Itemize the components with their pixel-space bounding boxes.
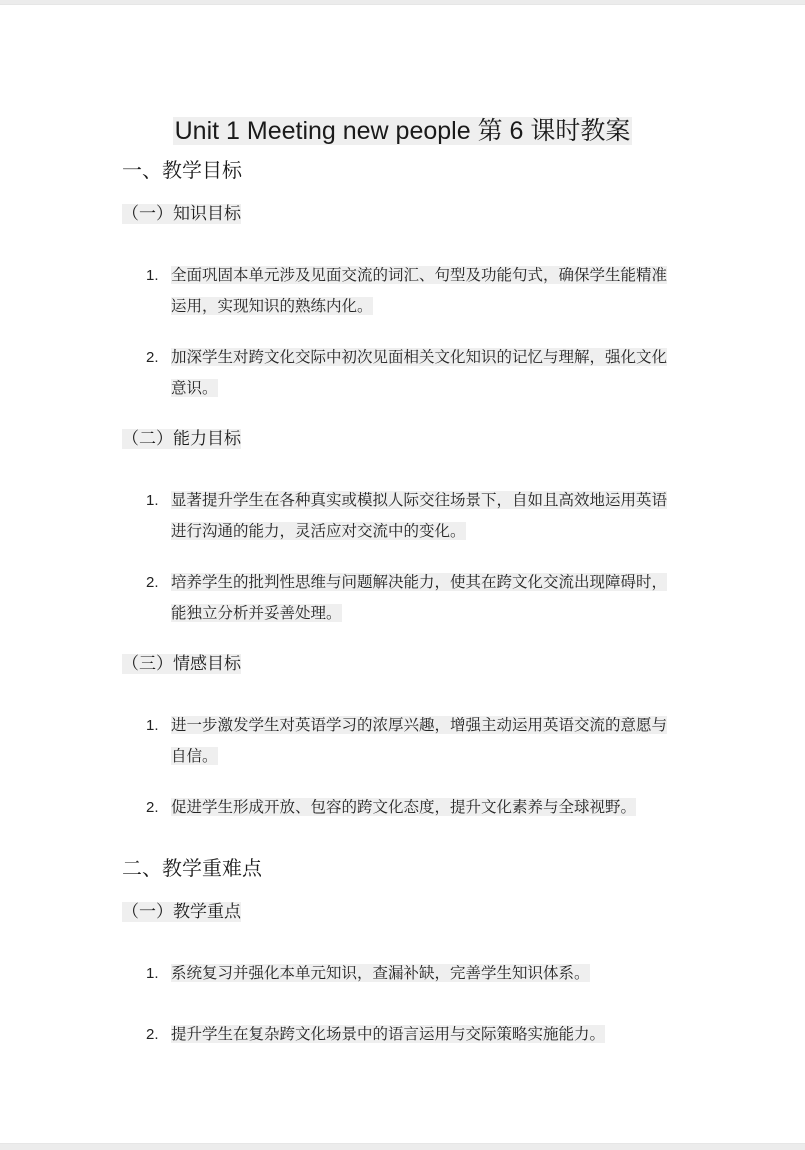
list-item-text: 显著提升学生在各种真实或模拟人际交往场景下，自如且高效地运用英语进行沟通的能力，灵活应对交流中的变化。 [171, 491, 668, 540]
list-number: 1. [146, 965, 159, 982]
list-item-text: 进一步激发学生对英语学习的浓厚兴趣，增强主动运用英语交流的意愿与自信。 [171, 716, 668, 765]
list-item [146, 342, 676, 404]
subsection-heading-emotion [122, 651, 241, 677]
list-item [146, 260, 676, 322]
section-heading-text: 二、教学重难点 [122, 856, 262, 880]
list-item [146, 567, 676, 629]
list-number: 2. [146, 574, 159, 591]
section-heading-key-points [122, 853, 262, 883]
list-item-text: 提升学生在复杂跨文化场景中的语言运用与交际策略实施能力。 [171, 1025, 606, 1043]
list-item-text: 加深学生对跨文化交际中初次见面相关文化知识的记忆与理解，强化文化意识。 [171, 348, 668, 397]
document-title [0, 113, 805, 149]
list-number: 1. [146, 267, 159, 284]
list-number: 1. [146, 717, 159, 734]
subsection-heading-knowledge [122, 201, 241, 227]
list-item-text: 培养学生的批判性思维与问题解决能力，使其在跨文化交流出现障碍时，能独立分析并妥善处理。 [171, 573, 668, 622]
subsection-heading-text: （二）能力目标 [122, 429, 241, 449]
document-page [0, 4, 805, 1144]
list-number: 2. [146, 1026, 159, 1043]
section-heading-text: 一、教学目标 [122, 158, 242, 182]
list-item [146, 485, 676, 547]
list-item [146, 710, 676, 772]
list-item-text: 全面巩固本单元涉及见面交流的词汇、句型及功能句式，确保学生能精准运用，实现知识的熟练内化。 [171, 266, 668, 315]
document-title-text: Unit 1 Meeting new people 第 6 课时教案 [174, 117, 631, 145]
subsection-heading-focus [122, 899, 241, 925]
subsection-heading-text: （三）情感目标 [122, 654, 241, 674]
list-item-text: 促进学生形成开放、包容的跨文化态度，提升文化素养与全球视野。 [171, 798, 637, 816]
subsection-heading-text: （一）教学重点 [122, 902, 241, 922]
section-heading-objectives [122, 155, 242, 185]
list-item [146, 1019, 676, 1050]
subsection-heading-text: （一）知识目标 [122, 204, 241, 224]
list-item-text: 系统复习并强化本单元知识，查漏补缺，完善学生知识体系。 [171, 964, 590, 982]
list-number: 2. [146, 799, 159, 816]
list-item [146, 792, 676, 823]
list-number: 1. [146, 492, 159, 509]
subsection-heading-ability [122, 426, 241, 452]
list-item [146, 958, 676, 989]
list-number: 2. [146, 349, 159, 366]
